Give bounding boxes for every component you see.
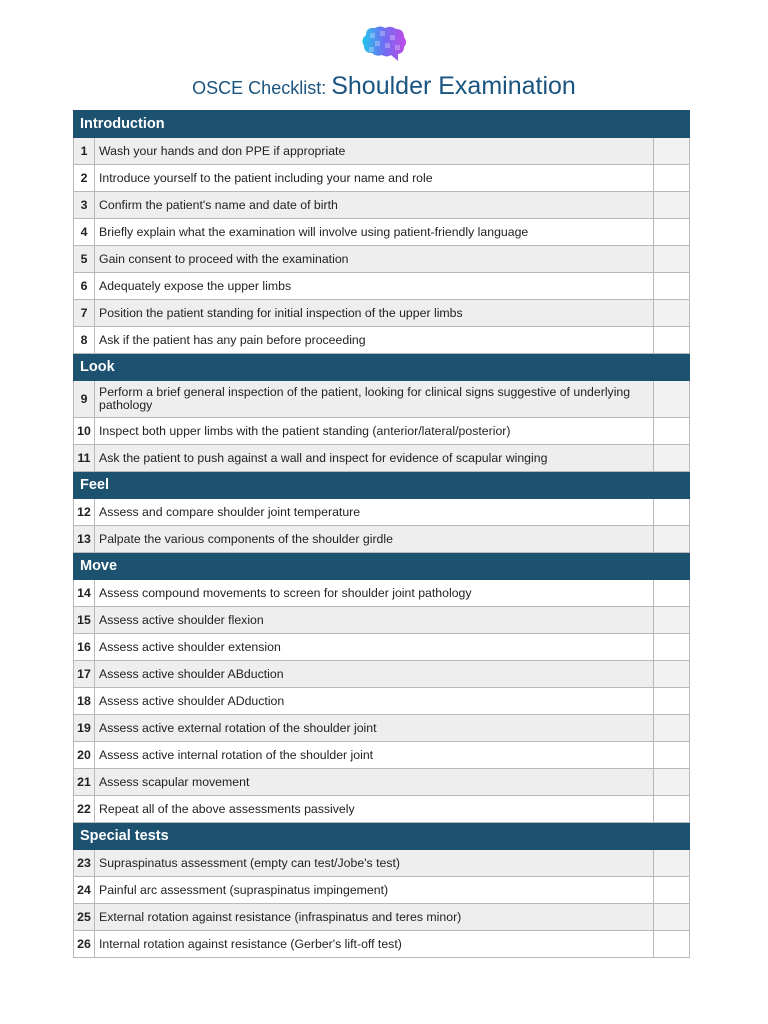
- checklist-row: [74, 796, 690, 823]
- checklist-row: [74, 877, 690, 904]
- item-number: 14: [74, 580, 95, 607]
- checkbox-cell[interactable]: [653, 661, 689, 688]
- item-text: Adequately expose the upper limbs: [95, 273, 654, 300]
- checklist-row: [74, 580, 690, 607]
- checkbox-cell[interactable]: [653, 634, 689, 661]
- checklist-row: [74, 904, 690, 931]
- item-text: Inspect both upper limbs with the patient standing (anterior/lateral/posterior): [95, 418, 654, 445]
- checklist-row: [74, 138, 690, 165]
- item-text: Gain consent to proceed with the examination: [95, 246, 654, 273]
- item-text: Assess compound movements to screen for shoulder joint pathology: [95, 580, 654, 607]
- item-number: 16: [74, 634, 95, 661]
- checklist-row: [74, 327, 690, 354]
- section-header: [74, 553, 690, 580]
- item-text: External rotation against resistance (infraspinatus and teres minor): [95, 904, 654, 931]
- item-text: Repeat all of the above assessments passively: [95, 796, 654, 823]
- checklist-row: [74, 661, 690, 688]
- item-number: 11: [74, 445, 95, 472]
- checkbox-cell[interactable]: [653, 715, 689, 742]
- item-text: Assess active shoulder ABduction: [95, 661, 654, 688]
- item-number: 8: [74, 327, 95, 354]
- item-number: 19: [74, 715, 95, 742]
- checkbox-cell[interactable]: [653, 445, 689, 472]
- item-number: 2: [74, 165, 95, 192]
- checklist-row: [74, 246, 690, 273]
- item-text: Ask if the patient has any pain before proceeding: [95, 327, 654, 354]
- checkbox-cell[interactable]: [653, 796, 689, 823]
- checklist-row: [74, 607, 690, 634]
- item-text: Assess active shoulder flexion: [95, 607, 654, 634]
- checklist-row: [74, 219, 690, 246]
- checkbox-cell[interactable]: [653, 219, 689, 246]
- item-number: 7: [74, 300, 95, 327]
- checkbox-cell[interactable]: [653, 165, 689, 192]
- section-header: [74, 111, 690, 138]
- checklist-row: [74, 165, 690, 192]
- item-number: 25: [74, 904, 95, 931]
- checkbox-cell[interactable]: [653, 327, 689, 354]
- brain-logo-icon: [360, 25, 408, 65]
- checklist-row: [74, 418, 690, 445]
- item-number: 5: [74, 246, 95, 273]
- checklist-row: [74, 192, 690, 219]
- checklist-row: [74, 769, 690, 796]
- checkbox-cell[interactable]: [653, 138, 689, 165]
- item-number: 15: [74, 607, 95, 634]
- section-heading: Look: [74, 354, 690, 381]
- checkbox-cell[interactable]: [653, 580, 689, 607]
- section-header: [74, 472, 690, 499]
- item-text: Wash your hands and don PPE if appropriate: [95, 138, 654, 165]
- title-prefix: OSCE Checklist:: [192, 78, 332, 98]
- checkbox-cell[interactable]: [653, 300, 689, 327]
- checkbox-cell[interactable]: [653, 273, 689, 300]
- item-text: Position the patient standing for initial inspection of the upper limbs: [95, 300, 654, 327]
- checkbox-cell[interactable]: [653, 904, 689, 931]
- item-text: Assess and compare shoulder joint temperature: [95, 499, 654, 526]
- checkbox-cell[interactable]: [653, 742, 689, 769]
- item-text: Supraspinatus assessment (empty can test/Jobe's test): [95, 850, 654, 877]
- section-header: [74, 823, 690, 850]
- checkbox-cell[interactable]: [653, 931, 689, 958]
- checklist-row: [74, 445, 690, 472]
- item-number: 17: [74, 661, 95, 688]
- checklist-row: [74, 850, 690, 877]
- item-number: 1: [74, 138, 95, 165]
- item-text: Assess scapular movement: [95, 769, 654, 796]
- section-header: [74, 354, 690, 381]
- checklist-row: [74, 499, 690, 526]
- section-heading: Feel: [74, 472, 690, 499]
- checkbox-cell[interactable]: [653, 381, 689, 418]
- checkbox-cell[interactable]: [653, 607, 689, 634]
- checklist-row: [74, 273, 690, 300]
- checkbox-cell[interactable]: [653, 246, 689, 273]
- item-number: 4: [74, 219, 95, 246]
- checklist-row: [74, 300, 690, 327]
- checklist-row: [74, 688, 690, 715]
- item-number: 9: [74, 381, 95, 418]
- item-number: 23: [74, 850, 95, 877]
- title-main: Shoulder Examination: [331, 72, 576, 100]
- item-text: Internal rotation against resistance (Gerber's lift-off test): [95, 931, 654, 958]
- item-number: 24: [74, 877, 95, 904]
- item-number: 26: [74, 931, 95, 958]
- item-number: 10: [74, 418, 95, 445]
- checkbox-cell[interactable]: [653, 526, 689, 553]
- item-number: 3: [74, 192, 95, 219]
- checkbox-cell[interactable]: [653, 850, 689, 877]
- checkbox-cell[interactable]: [653, 769, 689, 796]
- item-text: Confirm the patient's name and date of birth: [95, 192, 654, 219]
- item-number: 18: [74, 688, 95, 715]
- checklist-table: [73, 110, 690, 958]
- item-text: Assess active internal rotation of the shoulder joint: [95, 742, 654, 769]
- item-text: Ask the patient to push against a wall and inspect for evidence of scapular winging: [95, 445, 654, 472]
- item-text: Painful arc assessment (supraspinatus impingement): [95, 877, 654, 904]
- checkbox-cell[interactable]: [653, 418, 689, 445]
- section-heading: Special tests: [74, 823, 690, 850]
- item-text: Perform a brief general inspection of the patient, looking for clinical signs suggestive of underlying pathology: [95, 381, 654, 418]
- item-number: 13: [74, 526, 95, 553]
- item-text: Assess active shoulder ADduction: [95, 688, 654, 715]
- item-number: 12: [74, 499, 95, 526]
- item-number: 22: [74, 796, 95, 823]
- checkbox-cell[interactable]: [653, 877, 689, 904]
- checklist-row: [74, 634, 690, 661]
- item-number: 6: [74, 273, 95, 300]
- item-text: Assess active shoulder extension: [95, 634, 654, 661]
- checkbox-cell[interactable]: [653, 688, 689, 715]
- item-number: 21: [74, 769, 95, 796]
- checklist-row: [74, 931, 690, 958]
- item-text: Introduce yourself to the patient including your name and role: [95, 165, 654, 192]
- section-heading: Move: [74, 553, 690, 580]
- checklist-row: [74, 742, 690, 769]
- section-heading: Introduction: [74, 111, 690, 138]
- item-text: Palpate the various components of the shoulder girdle: [95, 526, 654, 553]
- checklist-row: [74, 526, 690, 553]
- checklist-row: [74, 715, 690, 742]
- checklist-row: [74, 381, 690, 418]
- page-title: [0, 72, 768, 101]
- checkbox-cell[interactable]: [653, 499, 689, 526]
- item-text: Assess active external rotation of the shoulder joint: [95, 715, 654, 742]
- item-text: Briefly explain what the examination will involve using patient-friendly language: [95, 219, 654, 246]
- checkbox-cell[interactable]: [653, 192, 689, 219]
- item-number: 20: [74, 742, 95, 769]
